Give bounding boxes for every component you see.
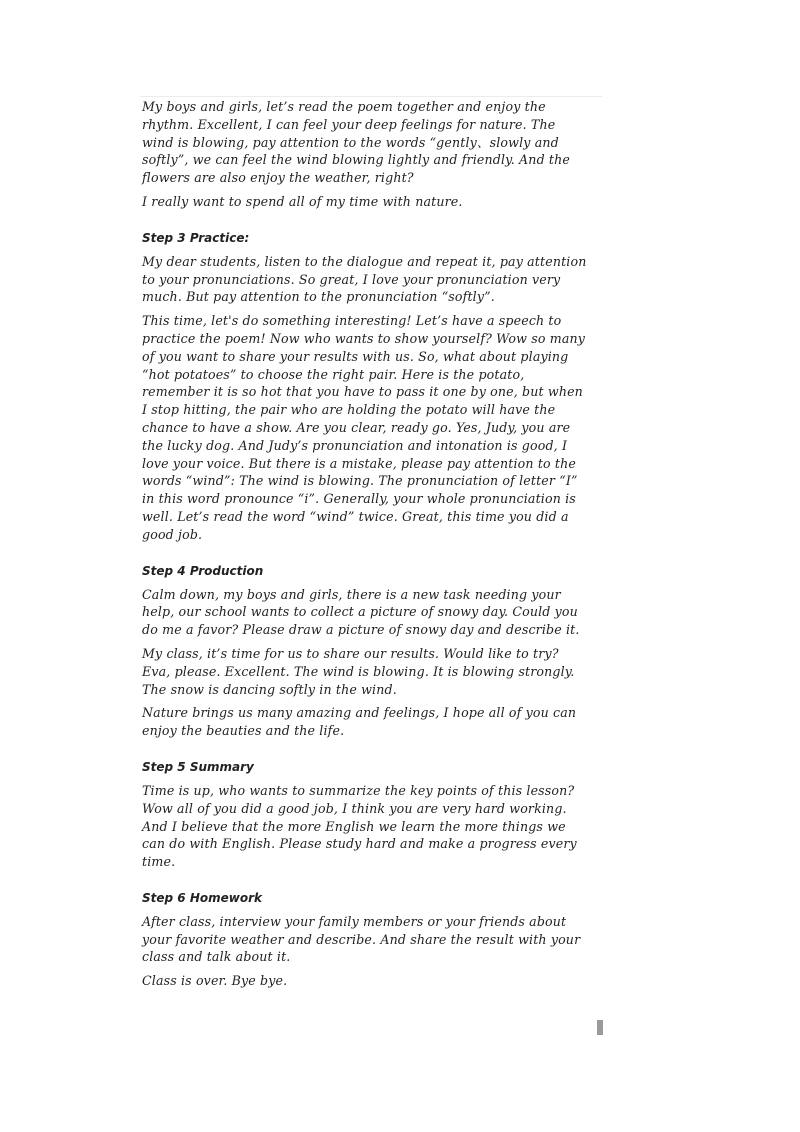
section-poem-reading	[142, 98, 590, 211]
heading-step-5: Step 5 Summary	[142, 759, 254, 774]
section-step-5	[142, 759, 590, 871]
paragraph-homework: After class, interview your family members or your friends about your favorite weather and describe. And share the result with your class and talk about it.	[142, 913, 581, 965]
paragraph-production-task: Calm down, my boys and girls, there is a new task needing your help, our school wants to collect a picture of snowy day. Could you do me a favor? Please draw a picture of snowy day and describe it.	[142, 586, 580, 638]
section-step-3	[142, 230, 590, 544]
paragraph-summary: Time is up, who wants to summarize the key points of this lesson? Wow all of you did a good job, I think you are very hard working. And I believe that the more English we learn the more things we can do with English. Please study hard and make a progress every time.	[142, 782, 577, 870]
paragraph-nature-quote: I really want to spend all of my time with nature.	[142, 193, 463, 209]
document-body	[142, 98, 590, 996]
paragraph-production-share: My class, it’s time for us to share our results. Would like to try? Eva, please. Excellent. The wind is blowing. It is blowing strongly. The snow is dancing softly in the wind.	[142, 645, 575, 697]
heading-step-6: Step 6 Homework	[142, 890, 262, 905]
paragraph-poem-reading: My boys and girls, let’s read the poem together and enjoy the rhythm. Excellent, I can feel your deep feelings for nature. The wind is blowing, pay attention to the words “gently、slowly and softly”, we can feel the wind blowing lightly and friendly. And the flowers are also enjoy the weather, right?	[142, 99, 571, 186]
paragraph-production-nature: Nature brings us many amazing and feelings, I hope all of you can enjoy the beauties and the life.	[142, 705, 577, 739]
section-step-6	[142, 890, 590, 990]
paragraph-practice-hot-potato: This time, let's do something interesting! Let’s have a speech to practice the poem! Now who wants to show yourself? Wow so many of you want to share your results with us. So, what about playing “hot potatoes” to choose the right pair. Here is the potato, remember it is so hot that you have to pass it one by one, but when I stop hitting, the pair who are holding the potato will have the chance to have a show. Are you clear, ready go. Yes, Judy, you are the lucky dog. And Judy’s pronunciation and intonation is good, I love your voice. But there is a mistake, please pay attention to the words “wind”: The wind is blowing. The pronunciation of letter “I” in this word pronounce “i”. Generally, your whole pronunciation is well. Let’s read the word “wind” twice. Great, this time you did a good job.	[142, 313, 586, 542]
paragraph-class-over: Class is over. Bye bye.	[142, 973, 288, 989]
text-cursor-marker	[597, 1020, 603, 1035]
heading-step-4: Step 4 Production	[142, 563, 264, 578]
section-step-4	[142, 563, 590, 740]
heading-step-3: Step 3 Practice:	[142, 230, 250, 245]
page-top-divider	[140, 96, 602, 97]
paragraph-practice-dialogue: My dear students, listen to the dialogue and repeat it, pay attention to your pronunciations. So great, I love your pronunciation very much. But pay attention to the pronunciation “softly”.	[142, 253, 587, 305]
